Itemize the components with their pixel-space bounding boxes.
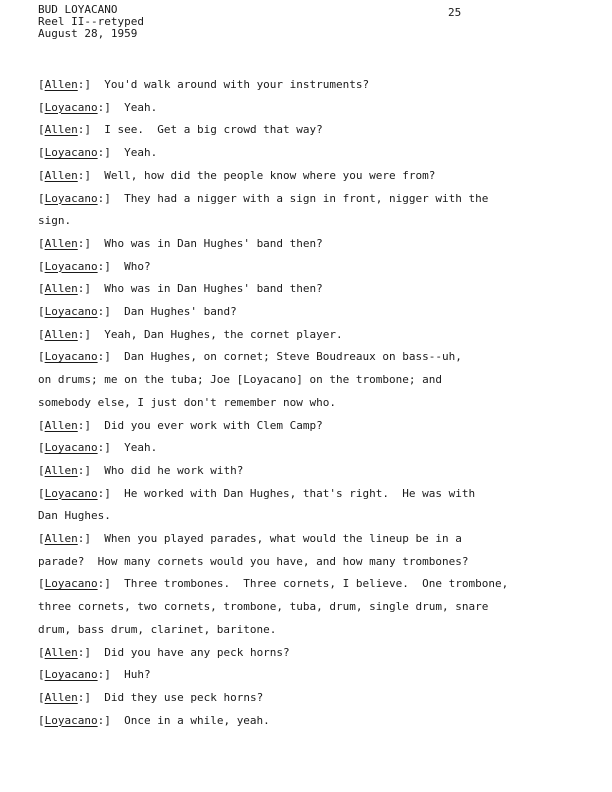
speaker-bracket-close: :]	[97, 577, 111, 591]
line-text: They had a nigger with a sign in front, nigger with the	[110, 191, 489, 205]
line-text: You'd walk around with your instruments?	[91, 78, 370, 91]
speaker-bracket-open: [	[38, 690, 45, 704]
speaker-name: Allen	[44, 78, 78, 91]
line-text: somebody else, I just don't remember now who.	[38, 395, 337, 409]
speaker-name: Loyacano	[44, 191, 98, 205]
line-text: Did you ever work with Clem Camp?	[91, 418, 323, 432]
line-text: Yeah.	[110, 100, 158, 114]
line-text: Who was in Dan Hughes' band then?	[91, 236, 323, 250]
speaker-name: Allen	[44, 282, 78, 296]
speaker-bracket-close: :]	[77, 327, 91, 341]
speaker-bracket-close: :]	[77, 78, 91, 91]
line-text: Huh?	[110, 668, 151, 682]
transcript-continuation-line	[38, 392, 508, 415]
speaker-name: Loyacano	[44, 713, 98, 727]
transcript-line	[38, 97, 508, 120]
speaker-name: Loyacano	[44, 100, 98, 114]
speaker-bracket-close: :]	[77, 282, 91, 296]
transcript-line	[38, 301, 508, 324]
speaker-bracket-close: :]	[97, 350, 111, 364]
speaker-bracket-open: [	[38, 486, 45, 500]
speaker-bracket-close: :]	[77, 463, 91, 477]
speaker-bracket-open: [	[38, 645, 45, 659]
speaker-name: Loyacano	[44, 350, 98, 364]
speaker-bracket-open: [	[38, 168, 45, 182]
transcript-line	[38, 483, 508, 506]
speaker-name: Loyacano	[44, 577, 98, 591]
speaker-bracket-open: [	[38, 191, 45, 205]
speaker-bracket-open: [	[38, 100, 45, 114]
speaker-bracket-open: [	[38, 236, 45, 250]
transcript-line	[38, 415, 508, 438]
speaker-bracket-open: [	[38, 418, 45, 432]
speaker-bracket-close: :]	[97, 305, 111, 319]
speaker-bracket-open: [	[38, 259, 45, 273]
interviewee-name: BUD LOYACANO	[38, 3, 118, 16]
transcript-line	[38, 324, 508, 347]
speaker-bracket-close: :]	[77, 168, 91, 182]
transcript-line	[38, 119, 508, 142]
speaker-bracket-close: :]	[77, 418, 91, 432]
speaker-name: Allen	[44, 532, 78, 546]
speaker-bracket-close: :]	[97, 191, 111, 205]
line-text: Yeah.	[110, 146, 158, 160]
line-text: parade? How many cornets would you have, and how many trombones?	[38, 554, 469, 568]
speaker-bracket-open: [	[38, 668, 45, 682]
transcript-continuation-line	[38, 210, 508, 233]
line-text: drum, bass drum, clarinet, baritone.	[38, 622, 277, 636]
speaker-name: Allen	[44, 690, 78, 704]
speaker-name: Allen	[44, 645, 78, 659]
line-text: Who did he work with?	[91, 463, 244, 477]
transcript-line	[38, 710, 508, 733]
reel-label: Reel II--retyped	[38, 15, 144, 28]
speaker-bracket-close: :]	[97, 259, 111, 273]
line-text: Who?	[110, 259, 151, 273]
line-text: Three trombones. Three cornets, I believe. One trombone,	[110, 577, 509, 591]
transcript-line	[38, 664, 508, 687]
transcript-line	[38, 437, 508, 460]
line-text: Dan Hughes.	[38, 509, 111, 523]
transcript-line	[38, 346, 508, 369]
speaker-bracket-open: [	[38, 713, 45, 727]
transcript-line	[38, 573, 508, 596]
speaker-bracket-open: [	[38, 305, 45, 319]
speaker-name: Loyacano	[44, 305, 98, 319]
transcript-line	[38, 74, 508, 97]
speaker-bracket-close: :]	[77, 123, 91, 137]
speaker-bracket-close: :]	[97, 146, 111, 160]
line-text: Yeah, Dan Hughes, the cornet player.	[91, 327, 343, 341]
line-text: three cornets, two cornets, trombone, tuba, drum, single drum, snare	[38, 600, 489, 614]
interview-date: August 28, 1959	[38, 27, 138, 40]
transcript-line	[38, 687, 508, 710]
speaker-bracket-open: [	[38, 463, 45, 477]
speaker-bracket-open: [	[38, 282, 45, 296]
speaker-name: Loyacano	[44, 146, 98, 160]
transcript-line	[38, 233, 508, 256]
transcript-body	[38, 74, 508, 732]
speaker-bracket-open: [	[38, 350, 45, 364]
transcript-line	[38, 642, 508, 665]
transcript-line	[38, 278, 508, 301]
transcript-line	[38, 165, 508, 188]
transcript-continuation-line	[38, 551, 508, 574]
speaker-name: Allen	[44, 168, 78, 182]
speaker-name: Allen	[44, 463, 78, 477]
transcript-continuation-line	[38, 505, 508, 528]
transcript-line	[38, 256, 508, 279]
speaker-bracket-open: [	[38, 123, 45, 137]
transcript-line	[38, 528, 508, 551]
speaker-bracket-close: :]	[77, 532, 91, 546]
line-text: Who was in Dan Hughes' band then?	[91, 282, 323, 296]
speaker-bracket-open: [	[38, 146, 45, 160]
line-text: Dan Hughes, on cornet; Steve Boudreaux on bass--uh,	[110, 350, 462, 364]
transcript-line	[38, 142, 508, 165]
speaker-name: Loyacano	[44, 486, 98, 500]
speaker-name: Allen	[44, 327, 78, 341]
speaker-name: Loyacano	[44, 441, 98, 455]
transcript-continuation-line	[38, 619, 508, 642]
page-number: 25	[448, 6, 462, 19]
speaker-bracket-close: :]	[77, 690, 91, 704]
line-text: Yeah.	[110, 441, 158, 455]
document-header	[38, 4, 144, 40]
speaker-name: Loyacano	[44, 668, 98, 682]
speaker-bracket-open: [	[38, 441, 45, 455]
line-text: on drums; me on the tuba; Joe [Loyacano] on the trombone; and	[38, 373, 442, 387]
line-text: Well, how did the people know where you were from?	[91, 168, 436, 182]
line-text: Once in a while, yeah.	[110, 713, 270, 727]
speaker-bracket-close: :]	[97, 668, 111, 682]
speaker-name: Allen	[44, 418, 78, 432]
line-text: When you played parades, what would the lineup be in a	[91, 532, 462, 546]
speaker-bracket-open: [	[38, 327, 45, 341]
transcript-line	[38, 188, 508, 211]
speaker-name: Allen	[44, 236, 78, 250]
speaker-bracket-close: :]	[97, 441, 111, 455]
line-text: I see. Get a big crowd that way?	[91, 123, 323, 137]
line-text: sign.	[38, 214, 72, 228]
speaker-bracket-open: [	[38, 577, 45, 591]
speaker-name: Allen	[44, 123, 78, 137]
speaker-bracket-close: :]	[97, 486, 111, 500]
transcript-line	[38, 460, 508, 483]
transcript-continuation-line	[38, 369, 508, 392]
speaker-bracket-close: :]	[97, 100, 111, 114]
speaker-bracket-close: :]	[97, 713, 111, 727]
line-text: He worked with Dan Hughes, that's right. He was with	[110, 486, 476, 500]
line-text: Dan Hughes' band?	[110, 305, 237, 319]
line-text: Did they use peck horns?	[91, 690, 264, 704]
speaker-name: Loyacano	[44, 259, 98, 273]
speaker-bracket-close: :]	[77, 236, 91, 250]
line-text: Did you have any peck horns?	[91, 645, 290, 659]
speaker-bracket-open: [	[38, 78, 45, 91]
speaker-bracket-open: [	[38, 532, 45, 546]
transcript-continuation-line	[38, 596, 508, 619]
speaker-bracket-close: :]	[77, 645, 91, 659]
